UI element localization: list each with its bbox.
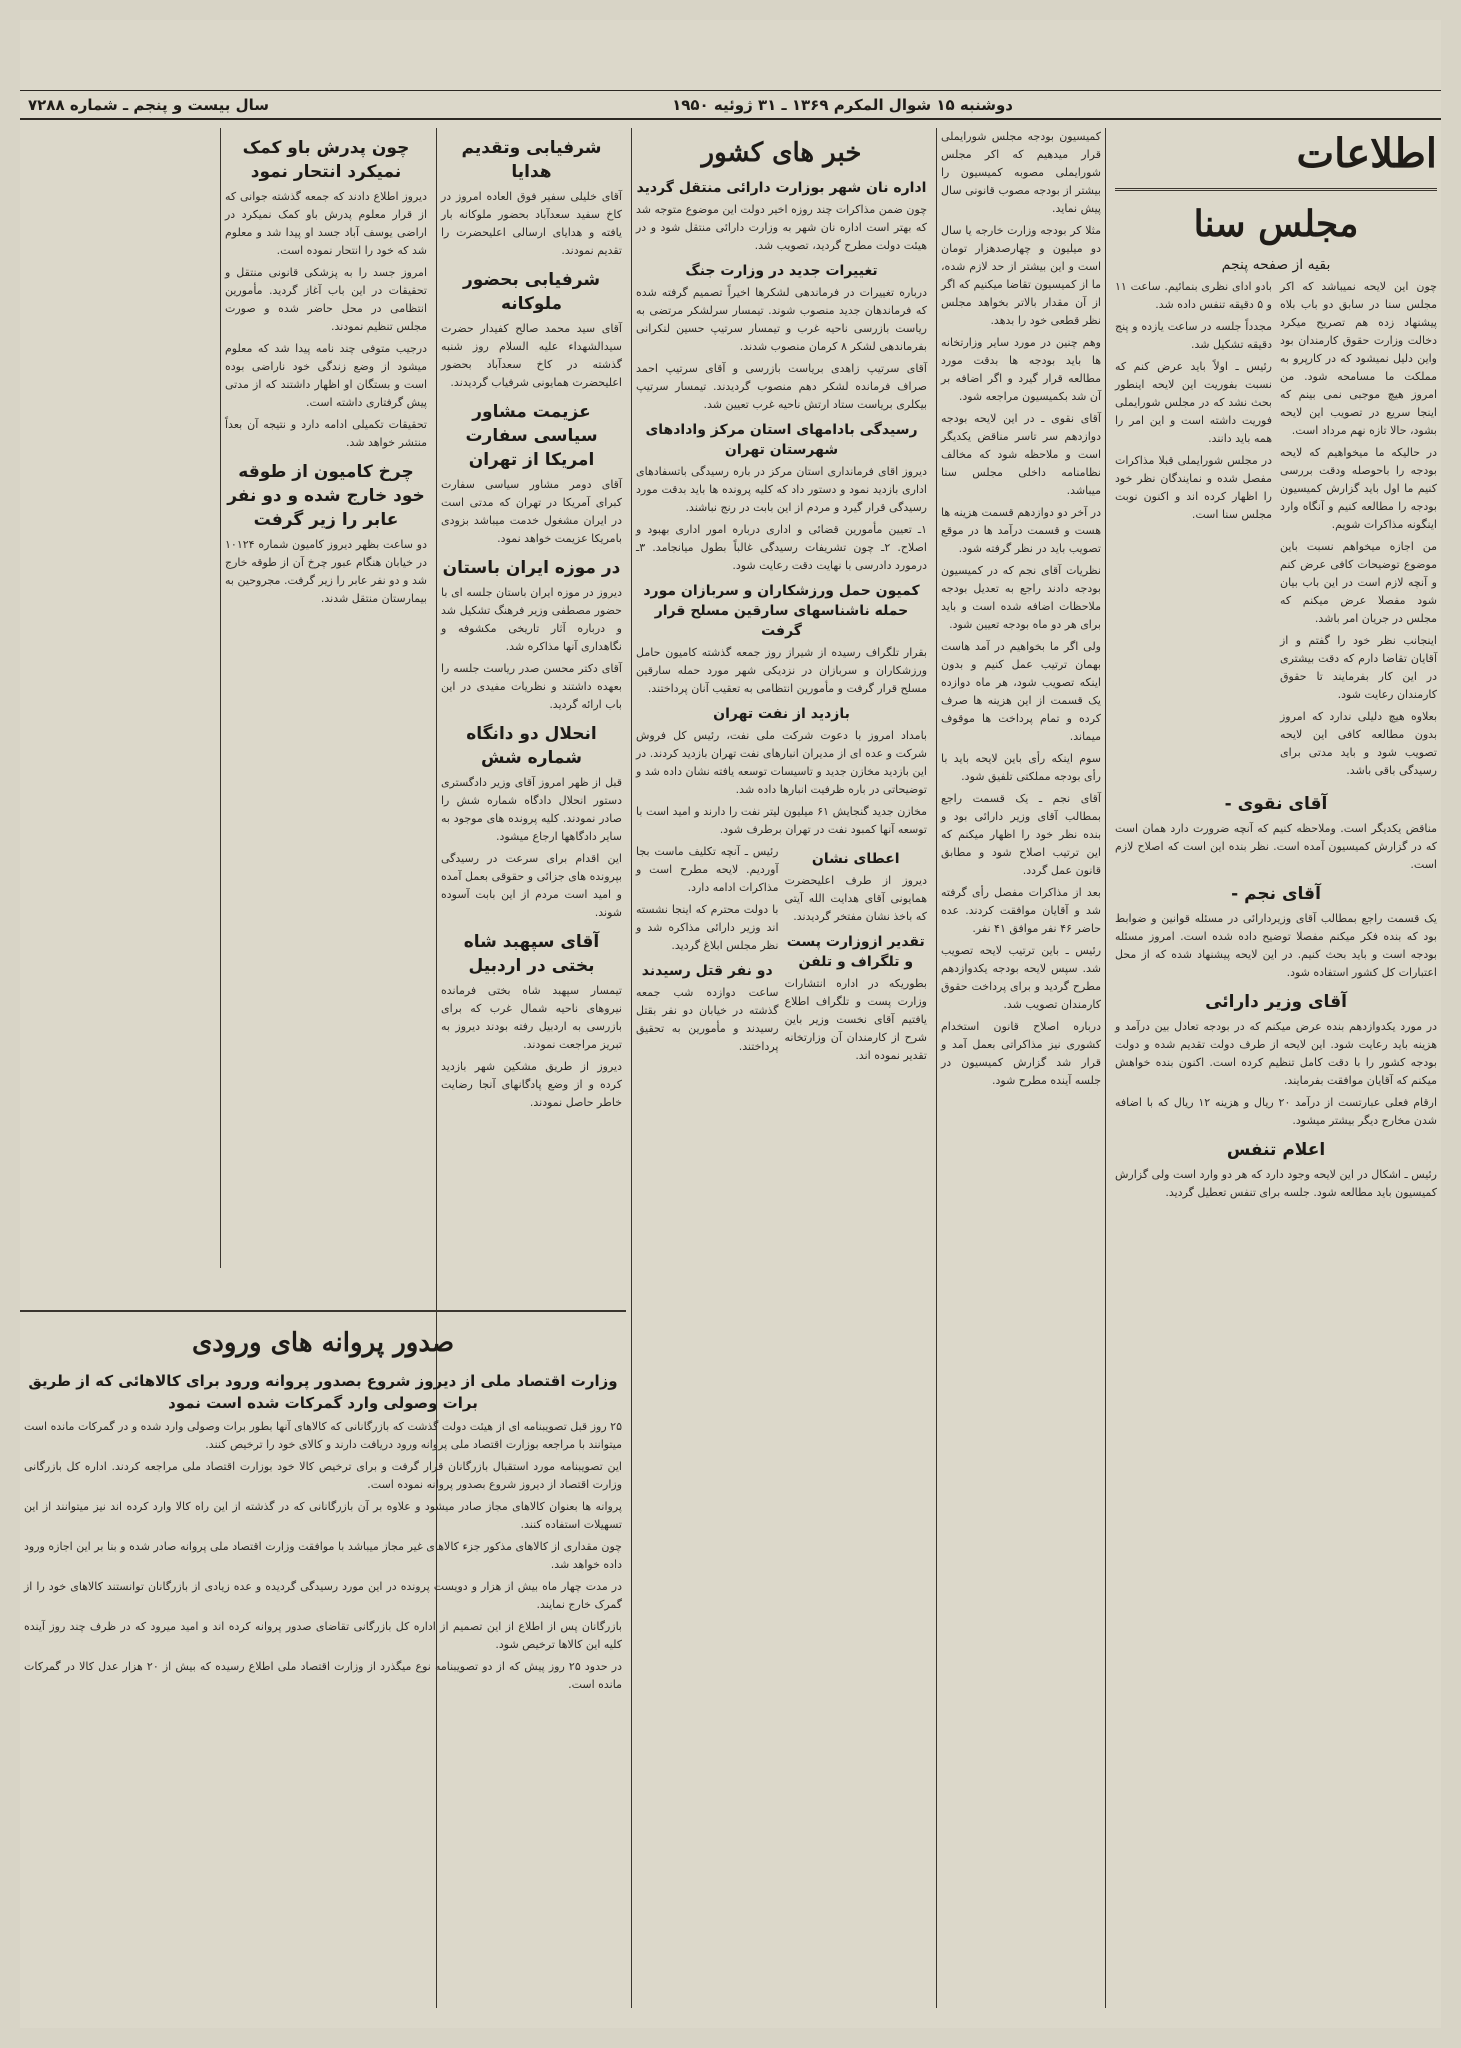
court-h2: شرفیابی بحضور ملوکانه: [462, 270, 601, 314]
newspaper-logo: اطلاعات: [1296, 130, 1437, 177]
column-incidents: چون پدرش باو کمک نمیکرد انتحار نمود دیروز اطلاع دادند که جمعه گذشته جوانی که از قرار معلوم پدرش باو کمک نمیکرد در اراضی یوسف آباد جسد او پیدا شد و معلوم شد که خود را انتحار نموده است. امروز جسد را به پزشکی قانونی منتقل و تحقیقات در این باب آغاز گردید. مأمورین انتظامی در محل حاضر شده و صورت مجلس تنظیم نمودند. درجیب متوفی چند نامه پیدا شد که معلوم میشود از وضع زندگی خود ناراضی بوده است و بستگان او اظهار داشتند که از مدتی پیش گرفتاری داشته است. تحقیقات تکمیلی ادامه دارد و نتیجه آن بعداً منتشر خواهد شد. چرخ کامیون از طوقه خود خارج شده و دو نفر عابر را زیر گرفت دو ساعت بظهر دیروز کامیون شماره ۱۰۱۲۴ در خیابان هنگام عبور چرخ آن از طوقه خارج شد و دو نفر عابر را زیر گرفت. مجروحین به بیمارستان منتقل شدند.: [220, 128, 431, 1268]
country-news-h4: کمیون حمل ورزشکاران و سربازان مورد حمله ناشناسهای سارقین مسلح قرار گرفت: [643, 583, 920, 639]
senate-text-right: چون این لایحه نمیباشد که اکر مجلس سنا در سابق دو باب بلاه پیشنهاد زده هم تصریح میکرد دخالت وزارت حقوق کارمندان بود واین دلیل نمیشود که در کارپرو به مملکت ما مسامحه شود. من امروز هیچ موجبی نمی بینم که اینجا سریع در تصویب این لایحه بشود، حالا تازه نهم مرداد است. در حالیکه ما میخواهیم که لایحه بودجه را باحوصله ودقت بررسی کنیم ما اول باید گزارش کمیسیون بودجه را مطالعه کنیم و آنگاه وارد اینگونه مذاکرات شویم. من اجازه میخواهم نسبت باین موضوع توضیحات کافی عرض کنم و آنچه لازم است در این باب بیان شود مفصلا عرض میکنم که مجلس در جریان امر باشد. اینجانب نظر خود را گفتم و از آقایان تقاضا دارم که دقت بیشتری در این کار بفرمایند تا حقوق کارمندان رعایت شود. بعلاوه هیچ دلیلی ندارد که امروز بدون مطالعه کافی این لایحه تصویب شود و باید مدتی برای رسیدگی باقی باشد.: [1280, 280, 1437, 777]
senate-subtitle: بقیه از صفحه پنجم: [1221, 257, 1331, 273]
country-news-h8: دو نفر قتل رسیدند: [641, 963, 773, 979]
senate-sub-najm: آقای نجم -: [1231, 884, 1321, 904]
court-h3: عزیمت مشاور سیاسی سفارت امریکا از تهران: [465, 402, 598, 470]
masthead-strip: [20, 90, 1441, 120]
column-budget: کمیسیون بودجه مجلس شورایملی قرار میدهیم که اکر مجلس شورایملی مصوبه کمیسیون را بیشتر از بودجه مصوب قانونی سال پیش نماید. مثلا کر بودجه وزارت خارجه یا سال دو میلیون و چهارصدهزار تومان است و این بیشتر از حد لازم شده، ما از کمیسیون تقاضا میکنیم که اگر از آن مقدار بالاتر بخواهد مجلس نظر قطعی خود را بدهد. وهم چنین در مورد سایر وزارتخانه ها باید بودجه ها بدقت مورد مطالعه قرار گیرد و اگر اضافه بر آن شد بکمیسیون مراجعه شود. آقای نقوی ـ در این لایحه بودجه دوازدهم سر تاسر مناقض یکدیگر است و ملاحظه شود که مخالف نظامنامه داخلی مجلس سنا میباشد. در آخر دو دوازدهم قسمت هزینه ها هست و قسمت درآمد ها در موقع تصویب باید در نظر گرفته شود. نظریات آقای نجم که در کمیسیون بودجه دادند راجع به تعدیل بودجه ملاحظات اضافه شده است و باید برای هر دو ماه بودجه تعیین شود. ولی اگر ما بخواهیم در آمد هاست بهمان ترتیب عمل کنیم و بدون اینکه تصویب شود، هر ماه دوازده یک قسمت از این هزینه ها صرف کرده و تمام پرداخت ها موقوف میماند. سوم اینکه رأی باین لایحه باید با رأی بودجه مملکتی تلفیق شود. آقای نجم ـ یک قسمت راجع بمطالب آقای وزیر دارائی بود و بنده نظر خود را اظهار میکنم که این ترتیب اصلاح شود و مطابق قانون عمل گردد. بعد از مذاکرات مفصل رأی گرفته شد و آقایان موافقت کردند. عده حاضر ۴۶ نفر موافق ۴۱ نفر. رئیس ـ باین ترتیب لایحه تصویب شد. سپس لایحه بودجه یکدوازدهم مطرح گردید و برای پرداخت حقوق کارمندان تصویب شد. درباره اصلاح قانون استخدام کشوری نیز مذاکراتی بعمل آمد و قرار شد گزارش کمیسیون در جلسه آینده مطرح شود.: [936, 128, 1106, 2008]
newspaper-page: [20, 20, 1441, 2028]
column-senate: اطلاعات مجلس سنا بقیه از صفحه پنجم چون این لایحه نمیباشد که اکر مجلس سنا در سابق دو باب بلاه پیشنهاد زده هم تصریح میکرد دخالت وزارت حقوق کارمندان بود واین دلیل نمیشود که در کارپرو به مملکت ما مسامحه شود. من امروز هیچ موجبی نمی بینم که اینجا سریع در تصویب این لایحه بشود، حالا تازه نهم مرداد است. در حالیکه ما میخواهیم که لایحه بودجه را باحوصله ودقت بررسی کنیم ما اول باید گزارش کمیسیون بودجه را مطالعه کنیم و آنگاه وارد اینگونه مذاکرات شویم. من اجازه میخواهم نسبت باین موضوع توضیحات کافی عرض کنم و آنچه لازم است در این باب بیان شود مفصلا عرض میکنم که مجلس در جریان امر باشد. اینجانب نظر خود را گفتم و از آقایان تقاضا دارم که دقت بیشتری در این کار بفرمایند تا حقوق کارمندان رعایت شود. بعلاوه هیچ دلیلی ندارد که امروز بدون مطالعه کافی این لایحه تصویب شود و باید مدتی برای رسیدگی باقی باشد. بادو ادای نظری بنمائیم. ساعت ۱۱ و ۵ دقیقه تنفس داده شد. مجدداً جلسه در ساعت یازده و پنج دقیقه تشکیل شد. رئیس ـ اولاً باید عرض کنم که نسبت بفوریت این لایحه اینطور بحث نشد که در مجلس شورایملی فوریت داشته است و این امر را همه باید دانند. در مجلس شورایملی قبلا مذاکرات مفصل شده و نمایندگان نظر خود را اظهار کرده اند و اکنون نوبت مجلس سنا است. آقای نقوی - مناقض یکدیگر است. وملاحظه کنیم که آنچه ضرورت دارد همان است که در گزارش کمیسیون آمده است. نظر بنده این است که اصلاح لازم است. آقای نجم - یک قسمت راجع بمطالب آقای وزیردارائی در مسئله قوانین و ضوابط بود که بنده فکر میکنم مفصلا توضیح داده شده است. امروز مسئله بودجه است و باید بحث کنیم. در این لایحه پیشنهاد شده که از محل اعتبارات کل کشور استفاده شود. آقای وزیر دارائی در مورد یکدوازدهم بنده عرض میکنم که در بودجه تعادل بین درآمد و هزینه باید رعایت شود. این لایحه از طرف دولت تقدیم شده و دولت بودجه کشور را با دقت کامل تنظیم کرده است. اکنون بنده خواهش میکنم که آقایان موافقت بفرمایند. ارقام فعلی عبارتست از درآمد ۲۰ ریال و هزینه ۱۲ ریال که با اضافه شدن مخارج دیگر بیشتر میشود. اعلام تنفس رئیس ـ اشکال در این لایحه وجود دارد که هر دو وارد است ولی گزارش کمیسیون باید مطالعه شود. جلسه برای تنفس تعطیل گردید.: [1115, 130, 1438, 1199]
import-permits-subtitle: وزارت اقتصاد ملی از دیروز شروع بصدور پروانه ورود برای کالاهائی که از طریق برات وصولی وارد گمرکات شده است نمود: [28, 1372, 618, 1412]
masthead-date: دوشنبه ۱۵ شوال المکرم ۱۳۶۹ ـ ۳۱ ژوئیه ۱۹۵۰: [672, 95, 1013, 114]
court-h6: آقای سپهبد شاه بختی در اردبیل: [463, 932, 600, 976]
court-h5: انحلال دو دانگاه شماره شش: [466, 724, 597, 768]
country-news-h7: تقدیر ازوزارت پست و تلگراف و تلفن: [786, 934, 925, 970]
incident-h2: چرخ کامیون از طوقه خود خارج شده و دو نفر عابر را زیر گرفت: [227, 462, 425, 530]
country-news-h2: تغییرات جدید در وزارت جنگ: [685, 263, 878, 279]
senate-sub-finance-minister: آقای وزیر دارائی: [1205, 992, 1347, 1012]
country-news-h5: بازدید از نفت تهران: [713, 706, 850, 722]
column-import-permits: صدور پروانه های ورودی وزارت اقتصاد ملی از دیروز شروع بصدور پروانه ورود برای کالاهائی که از طریق برات وصولی وارد گمرکات شده است نمود ۲۵ روز قبل تصویبنامه ای از هیئت دولت گذشت که بازرگانانی که کالاهای آنها بطور برات وصولی وارد شده و در گمرکات مانده است میتوانند با مراجعه بوزارت اقتصاد ملی پروانه ورود دریافت دارند و کالای خود را ترخیص کنند. این تصویبنامه مورد استقبال بازرگانان قرار گرفت و برای ترخیص کالا خود بوزارت اقتصاد ملی مراجعه کردند. اداره کل بازرگانی وزارت اقتصاد از دیروز شروع بصدور پروانه نموده است. پروانه ها بعنوان کالاهای مجاز صادر میشود و علاوه بر آن بازرگانانی که در گذشته از این راه کالا وارد کرده اند نیز میتوانند از این تسهیلات استفاده کنند. چون مقداری از کالاهای مذکور جزء کالاهای غیر مجاز میباشد با موافقت وزارت اقتصاد ملی پروانه صادر شده و بنا بر این اجازه ورود داده خواهد شد. در مدت چهار ماه بیش از هزار و دویست پرونده در این مورد رسیدگی گردیده و عده زیادی از بازرگانان توانستند کالاهای خود را از گمرک خارج نمایند. بازرگانان پس از اطلاع از این تصمیم از اداره کل بازرگانی تقاضای صدور پروانه کرده اند و امید میرود که در ظرف چند روز آینده کلیه این کالاها ترخیص شود. در حدود ۲۵ روز پیش که از دو تصویبنامه نوع میگذرد از وزارت اقتصاد ملی اطلاع رسیده که بیش از ۲۰ هزار عدل کالا در گمرکات مانده است.: [20, 1310, 626, 2008]
senate-title: مجلس سنا: [1193, 203, 1359, 245]
country-news-h3: رسیدگی بادامهای استان مرکز وادادهای شهرستان تهران: [645, 422, 918, 458]
senate-text-left: بادو ادای نظری بنمائیم. ساعت ۱۱ و ۵ دقیقه تنفس داده شد. مجدداً جلسه در ساعت یازده و پنج دقیقه تشکیل شد. رئیس ـ اولاً باید عرض کنم که نسبت بفوریت این لایحه اینطور بحث نشد که در مجلس شورایملی فوریت داشته است و این امر را همه باید دانند. در مجلس شورایملی قبلا مذاکرات مفصل شده و نمایندگان نظر خود را اظهار کرده اند و اکنون نوبت مجلس سنا است.: [1115, 280, 1272, 521]
import-permits-title: صدور پروانه های ورودی: [191, 1328, 455, 1358]
column-court-news: شرفیابی وتقدیم هدایا آقای خلیلی سفیر فوق العاده امروز در کاخ سفید سعدآباد بحضور ملوکانه بار یافته و هدایای ارسالی اعلیحضرت را تقدیم نمودند. شرفیابی بحضور ملوکانه آقای سید محمد صالح کفیدار حضرت سیدالشهداء علیه السلام روز شنبه گذشته در کاخ سعدآباد بحضور اعلیحضرت همایونی شرفیاب گردیدند. عزیمت مشاور سیاسی سفارت امریکا از تهران آقای دومر مشاور سیاسی سفارت کبرای آمریکا در تهران که مدتی است در ایران مشغول خدمت میباشد بزودی بامریکا عزیمت خواهد نمود. در موزه ایران باستان دیروز در موزه ایران باستان جلسه ای با حضور مصطفی وزیر فرهنگ تشکیل شد و درباره آثار تاریخی مکشوفه و نگاهداری آنها مذاکره شد. آقای دکتر محسن صدر ریاست جلسه را بعهده داشتند و نظریات مفیدی در این باب ارائه گردید. انحلال دو دانگاه شماره شش قبل از ظهر امروز آقای وزیر دادگستری دستور انحلال دادگاه شماره شش را صادر نمودند. کلیه پرونده های موجود به سایر دادگاهها ارجاع میشود. این اقدام برای سرعت در رسیدگی بپرونده های جزائی و حقوقی بعمل آمده و امید است مردم از این بابت آسوده شوند. آقای سپهبد شاه بختی در اردبیل تیمسار سپهبد شاه بختی فرمانده نیروهای ناحیه شمال غرب که برای بازرسی به اردبیل رفته بودند دیروز به تبریز مراجعت نمودند. دیروز از طریق مشکین شهر بازدید کرده و از وضع پادگانهای آنجا رضایت خاطر حاصل نمودند.: [436, 128, 626, 2008]
incident-h1: چون پدرش باو کمک نمیکرد انتحار نمود: [242, 138, 410, 182]
senate-sub-naqavi: آقای نقوی -: [1224, 794, 1328, 814]
country-news-title: خبر های کشور: [701, 138, 862, 168]
country-news-h6: اعطای نشان: [811, 851, 900, 867]
masthead-issue: سال بیست و پنجم ـ شماره ۷۲۸۸: [28, 95, 269, 114]
senate-sub-recess: اعلام تنفس: [1226, 1140, 1326, 1160]
court-h4: در موزه ایران باستان: [442, 558, 621, 578]
country-news-h1: اداره نان شهر بوزارت دارائی منتقل گردید: [636, 180, 927, 196]
column-country-news: خبر های کشور اداره نان شهر بوزارت دارائی منتقل گردید چون ضمن مذاکرات چند روزه اخیر دولت این موضوع متوجه شد که بهتر است اداره نان شهر به وزارت دارائی منتقل شود و در هیئت دولت مطرح گردید، تصویب شد. تغییرات جدید در وزارت جنگ درباره تغییرات در فرماندهی لشکرها اخیراً تصمیم گرفته شده که فرماندهان جدید منصوب شوند. تیمسار سرلشکر مرتضی به ریاست بازرسی ناحیه غرب و تیمسار سرتیپ حسین لنکرانی بفرماندهی لشکر ۸ کرمان منصوب شدند. آقای سرتیپ زاهدی بریاست بازرسی و آقای سرتیپ احمد صراف فرمانده لشکر دهم منصوب گردیدند. تیمسار سرتیپ بیکلری بریاست ستاد ارتش ناحیه غرب تعیین شد. رسیدگی بادامهای استان مرکز وادادهای شهرستان تهران دیروز اقای فرمانداری استان مرکز در باره رسیدگی باتسفادهای اداری بازدید نمود و دستور داد که کلیه پرونده ها باید بدقت مورد رسیدگی قرار گیرد و مردم از این بابت در رنج نباشند. ۱ـ تعیین مأمورین قضائی و اداری درباره امور اداری بهبود و اصلاح. ۲ـ چون تشریفات رسیدگی غالباً بطول میانجامد. ۳ـ درمورد دادرسی با نهایت دقت رعایت شود. کمیون حمل ورزشکاران و سربازان مورد حمله ناشناسهای سارقین مسلح قرار گرفت بقرار تلگراف رسیده از شیراز روز جمعه گذشته کامیون حامل ورزشکاران و سربازان در نزدیکی شهر مورد حمله سارقین مسلح قرار گرفت و مأمورین انتظامی به تعقیب آنان پرداختند. بازدید از نفت تهران بامداد امروز با دعوت شرکت ملی نفت، رئیس کل فروش شرکت و عده ای از مدیران انبارهای نفت تهران بازدید کردند. در این بازدید مخازن جدید و تاسیسات توسعه یافته نشان داده شد و توضیحاتی در باره ظرفیت انبارها داده شد. مخازن جدید گنجایش ۶۱ میلیون لیتر نفت را دارند و امید است با توسعه آنها کمبود نفت در تهران برطرف شود. اعطای نشان دیروز از طرف اعلیحضرت همایونی آقای هدایت الله آیتی که باخذ نشان مفتخر گردیدند. تقدیر ازوزارت پست و تلگراف و تلفن بطوریکه در اداره انتشارات وزارت پست و تلگراف اطلاع یافتیم آقای نخست وزیر باین شرح از کارمندان آن وزارتخانه تقدیر نموده اند. رئیس ـ آنچه تکلیف ماست بجا آوردیم. لایحه مطرح است و مذاکرات ادامه دارد. با دولت محترم که اینجا نشسته اند وزیر دارائی مذاکره شد و نظر مجلس ابلاغ گردید. دو نفر قتل رسیدند ساعت دوازده شب جمعه گذشته در خیابان دو نفر بقتل رسیدند و مأمورین به تحقیق پرداختند.: [631, 128, 931, 2008]
court-h1: شرفیابی وتقدیم هدایا: [461, 138, 602, 182]
